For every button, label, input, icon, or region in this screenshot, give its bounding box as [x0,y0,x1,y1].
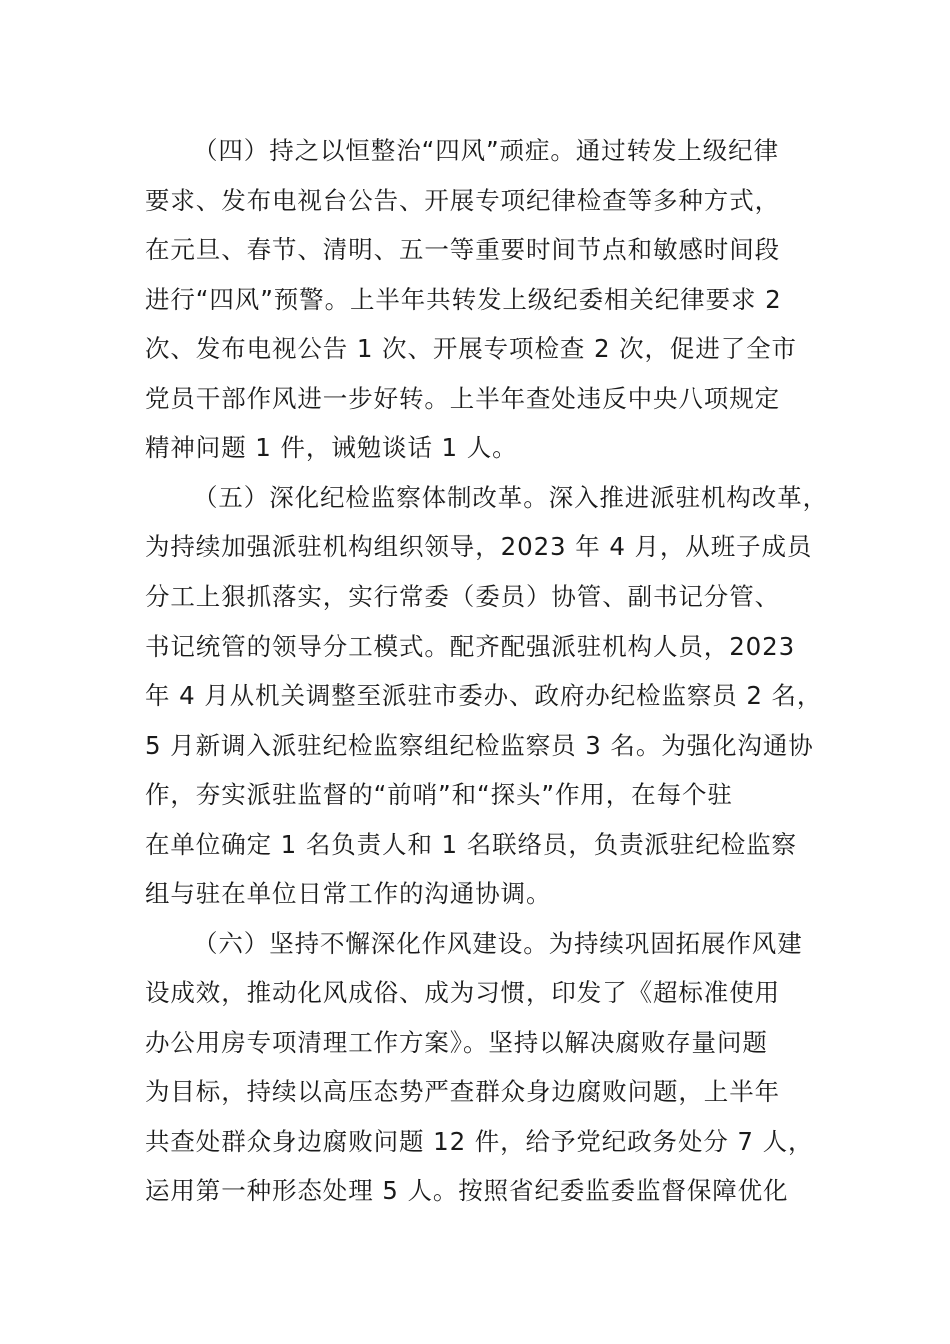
text-line: （六）坚持不懈深化作风建设。为持续巩固拓展作风建 [193,929,803,958]
text-line: 运用第一种形态处理 5 人。按照省纪委监委监督保障优化 [145,1176,789,1205]
text-line: 为持续加强派驻机构组织领导，2023 年 4 月，从班子成员 [145,532,813,561]
text-line: 要求、发布电视台公告、开展专项纪律检查等多种方式， [145,186,780,215]
text-line: 次、发布电视公告 1 次、开展专项检查 2 次，促进了全市 [145,334,797,363]
text-line: 在单位确定 1 名负责人和 1 名联络员，负责派驻纪检监察 [145,830,797,859]
text-line: （五）深化纪检监察体制改革。深入推进派驻机构改革， [193,483,828,512]
text-line: 进行“四风”预警。上半年共转发上级纪委相关纪律要求 2 [145,285,782,314]
text-line: 作，夯实派驻监督的“前哨”和“探头”作用，在每个驻 [145,780,733,809]
text-line: 书记统管的领导分工模式。配齐配强派驻机构人员，2023 [145,632,796,661]
text-line: 年 4 月从机关调整至派驻市委办、政府办纪检监察员 2 名， [145,681,823,710]
text-line: 办公用房专项清理工作方案》。坚持以解决腐败存量问题 [145,1028,768,1057]
text-line: 组与驻在单位日常工作的沟通协调。 [145,879,552,908]
text-line: 共查处群众身边腐败问题 12 件，给予党纪政务处分 7 人， [145,1127,814,1156]
text-line: 分工上狠抓落实，实行常委（委员）协管、副书记分管、 [145,582,780,611]
text-line: 在元旦、春节、清明、五一等重要时间节点和敏感时间段 [145,235,780,264]
text-line: （四）持之以恒整治“四风”顽症。通过转发上级纪律 [193,136,779,165]
text-line: 党员干部作风进一步好转。上半年查处违反中央八项规定 [145,384,780,413]
text-line: 设成效，推动化风成俗、成为习惯，印发了《超标准使用 [145,978,780,1007]
text-line: 精神问题 1 件，诫勉谈话 1 人。 [145,433,518,462]
text-line: 5 月新调入派驻纪检监察组纪检监察员 3 名。为强化沟通协 [145,731,814,760]
text-line: 为目标，持续以高压态势严查群众身边腐败问题，上半年 [145,1077,780,1106]
